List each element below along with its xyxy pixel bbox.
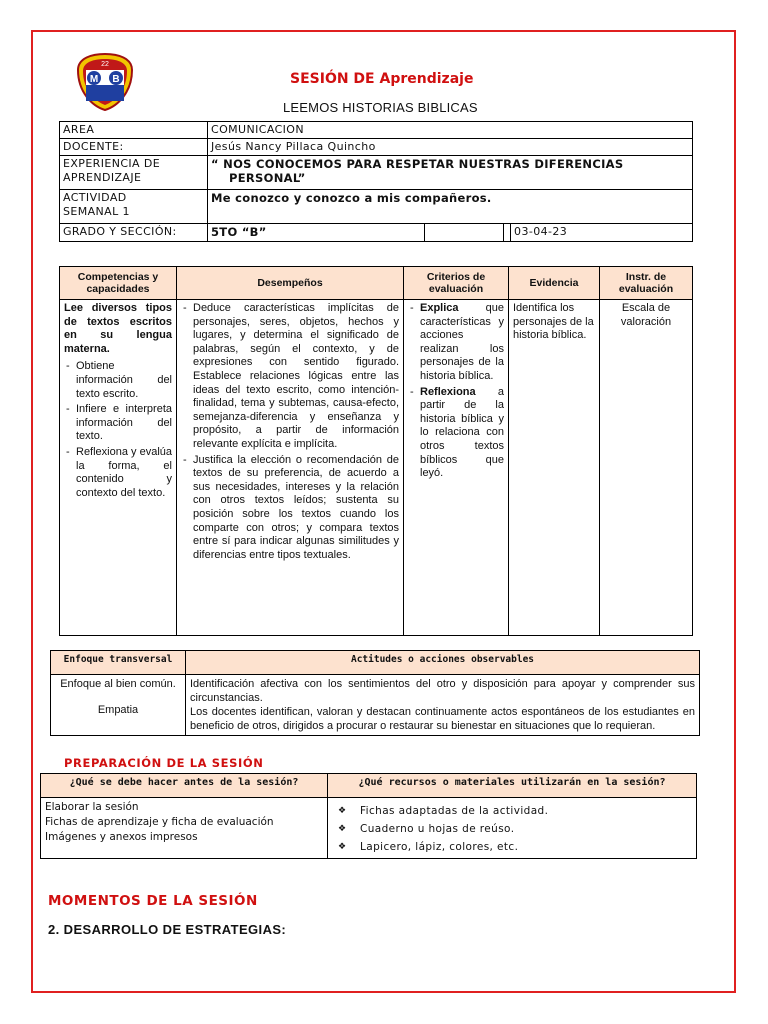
svg-text:M: M xyxy=(89,74,99,85)
grado-spacer xyxy=(504,224,511,242)
header-antes: ¿Qué se debe hacer antes de la sesión? xyxy=(41,774,328,798)
actividad-value: Me conozco y conozco a mis compañeros. xyxy=(208,190,693,224)
grado-label: GRADO Y SECCIÓN: xyxy=(60,224,208,242)
actividad-label-line-2: SEMANAL 1 xyxy=(63,205,130,218)
header-enfoque: Enfoque transversal xyxy=(51,651,186,675)
criterio-text: que características y acciones realizan los personajes de la historia bíblica. xyxy=(420,302,504,382)
desempenos-cell xyxy=(177,300,404,636)
page-subtitle: LEEMOS HISTORIAS BIBLICAS xyxy=(283,100,478,115)
competencia-cell xyxy=(60,300,177,636)
desempeno-item: - Deduce características implícitas de personajes, seres, objetos, hechos y lugares, y determina el significado de palabras, según el contexto, y de expresiones con sentido figurado. Establece relaciones lógicas entre las ideas del texto escrito, como intención-finalidad, tema y subtemas, causa-efecto, semejanza-diferencia y enseñanza y propósito, a partir de información relevante explícita e implícita. xyxy=(193,302,399,452)
actividad-label xyxy=(60,190,208,224)
competencia-title: Lee diversos tipos de textos escritos en su lengua materna. xyxy=(64,302,172,355)
header-actitudes: Actitudes o acciones observables xyxy=(186,651,700,675)
recurso-item: ❖ Fichas adaptadas de la actividad. xyxy=(360,802,692,820)
header-recursos: ¿Qué recursos o materiales utilizarán en la sesión? xyxy=(328,774,697,798)
recurso-item: ❖ Cuaderno u hojas de reúso. xyxy=(360,820,692,838)
capacidad-item: - Obtiene información del texto escrito. xyxy=(76,360,172,401)
momentos-title: MOMENTOS DE LA SESIÓN xyxy=(48,893,258,909)
area-label: AREA xyxy=(60,122,208,139)
instrumento-cell: Escala de valoración xyxy=(600,300,693,636)
experiencia-label-line-2: APRENDIZAJE xyxy=(63,171,142,184)
enfoque-cell xyxy=(51,675,186,736)
recursos-list xyxy=(332,802,692,856)
antes-item: Imágenes y anexos impresos xyxy=(45,831,198,843)
criterio-text: a partir de la historia bíblica y lo relaciona con otros textos bíblicos que leyó. xyxy=(420,385,504,480)
antes-cell xyxy=(41,798,328,859)
criterios-list xyxy=(408,302,504,481)
info-table xyxy=(59,121,693,242)
recurso-item: ❖ Lapicero, lápiz, colores, etc. xyxy=(360,838,692,856)
desarrollo-heading: 2. DESARROLLO DE ESTRATEGIAS: xyxy=(48,922,287,937)
enfoque-bien-comun: Enfoque al bien común. xyxy=(60,678,176,690)
svg-text:B: B xyxy=(112,74,120,85)
header-instrumento: Instr. de evaluación xyxy=(600,267,693,300)
area-value: COMUNICACION xyxy=(208,122,693,139)
preparacion-title: PREPARACIÓN DE LA SESIÓN xyxy=(64,756,264,770)
grado-empty-cell xyxy=(425,224,504,242)
actitud-2: Los docentes identifican, valoran y destacan continuamente actos espontáneos de los estudiantes en beneficio de otros, dirigidos a procurar o restaurar su bienestar en situaciones que lo requieran. xyxy=(190,706,695,732)
grado-value: 5TO “B” xyxy=(208,224,425,242)
evidencia-cell: Identifica los personajes de la historia bíblica. xyxy=(509,300,600,636)
actividad-label-line-1: ACTIVIDAD xyxy=(63,191,127,204)
recursos-cell xyxy=(328,798,697,859)
experiencia-label xyxy=(60,156,208,190)
capacidades-list xyxy=(64,360,172,500)
title-part-1: SESIÓN DE xyxy=(290,71,375,87)
title-part-2: Aprendizaje xyxy=(379,71,474,87)
desempeno-item: - Justifica la elección o recomendación de textos de su preferencia, de acuerdo a sus necesidades, intereses y la relación con otros textos leídos; sustenta su posición sobre los textos cuando los comparte con otros; y compara textos entre sí para indicar algunas similitudes y diferencias entre tipos textuales. xyxy=(193,454,399,563)
competencias-table xyxy=(59,266,693,636)
antes-item: Elaborar la sesión xyxy=(45,801,139,813)
header-desempenos: Desempeños xyxy=(177,267,404,300)
desempenos-list xyxy=(181,302,399,562)
header-competencias: Competencias y capacidades xyxy=(60,267,177,300)
experiencia-label-line-1: EXPERIENCIA DE xyxy=(63,157,161,170)
header-evidencia: Evidencia xyxy=(509,267,600,300)
docente-value: Jesús Nancy Pillaca Quincho xyxy=(208,139,693,156)
criterio-item xyxy=(420,302,504,384)
enfoque-empatia: Empatia xyxy=(97,704,139,716)
logo-number: 22 xyxy=(101,61,109,68)
experiencia-value xyxy=(208,156,693,190)
capacidad-item: - Infiere e interpreta información del texto. xyxy=(76,403,172,444)
header-criterios: Criterios de evaluación xyxy=(404,267,509,300)
capacidad-item: - Reflexiona y evalúa la forma, el contenido y contexto del texto. xyxy=(76,446,172,500)
criterio-keyword: Explica xyxy=(420,302,459,314)
fecha-value: 03-04-23 xyxy=(511,224,693,242)
criterio-item xyxy=(420,386,504,481)
school-logo xyxy=(76,52,134,112)
experiencia-value-line-1: “ NOS CONOCEMOS PARA RESPETAR NUESTRAS DIFERENCIAS xyxy=(211,157,624,171)
enfoque-table xyxy=(50,650,700,736)
page-title xyxy=(290,71,473,87)
antes-item: Fichas de aprendizaje y ficha de evaluación xyxy=(45,816,274,828)
actitudes-cell xyxy=(186,675,700,736)
preparacion-table xyxy=(40,773,697,859)
criterio-keyword: Reflexiona xyxy=(420,385,476,398)
experiencia-value-line-2: PERSONAL” xyxy=(229,171,306,185)
actitud-1: Identificación afectiva con los sentimientos del otro y disposición para apoyar y comprender sus circunstancias. xyxy=(190,678,695,704)
docente-label: DOCENTE: xyxy=(60,139,208,156)
criterios-cell xyxy=(404,300,509,636)
